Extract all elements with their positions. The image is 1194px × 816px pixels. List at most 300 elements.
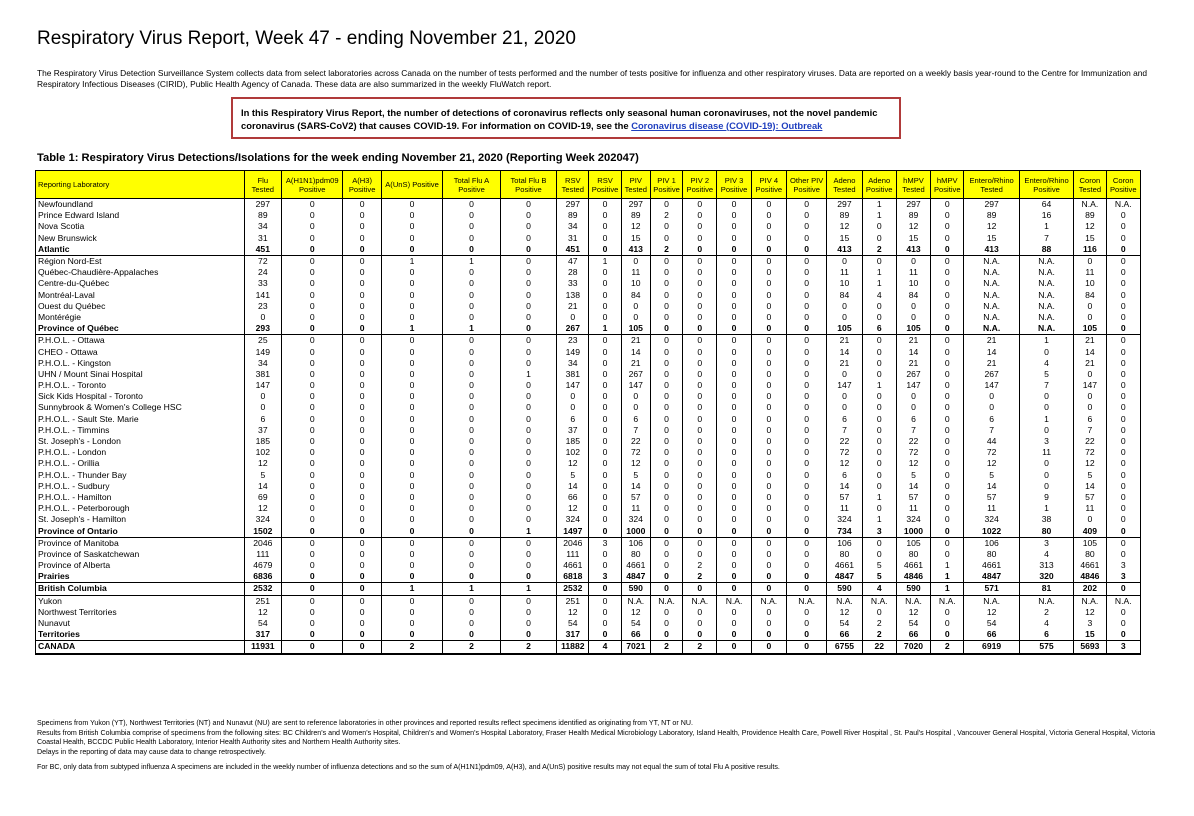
value-cell: 7: [964, 425, 1019, 436]
value-cell: 11: [827, 503, 862, 514]
value-cell: 7: [896, 425, 930, 436]
value-cell: 11: [1074, 267, 1106, 278]
value-cell: 0: [343, 267, 381, 278]
value-cell: 0: [751, 537, 786, 549]
value-cell: 0: [683, 607, 717, 618]
value-cell: 0: [589, 560, 621, 571]
value-cell: 72: [1074, 447, 1106, 458]
value-cell: 0: [786, 312, 826, 323]
value-cell: 22: [827, 436, 862, 447]
value-cell: 21: [964, 358, 1019, 369]
value-cell: 0: [650, 492, 682, 503]
value-cell: 0: [786, 233, 826, 244]
value-cell: 0: [862, 402, 896, 413]
table-row: [36, 436, 1141, 447]
value-cell: 0: [589, 492, 621, 503]
value-cell: 2532: [557, 583, 589, 595]
value-cell: 0: [650, 414, 682, 425]
value-cell: 313: [1019, 560, 1073, 571]
value-cell: 0: [931, 458, 964, 469]
value-cell: 1000: [896, 525, 930, 537]
value-cell: 0: [1074, 301, 1106, 312]
value-cell: 324: [244, 514, 281, 525]
value-cell: 12: [621, 221, 650, 232]
value-cell: 0: [786, 402, 826, 413]
value-cell: 0: [931, 380, 964, 391]
value-cell: 0: [751, 503, 786, 514]
value-cell: 0: [786, 346, 826, 357]
value-cell: 0: [500, 278, 556, 289]
value-cell: 0: [717, 414, 751, 425]
value-cell: N.A.: [650, 595, 682, 607]
value-cell: 575: [1019, 641, 1073, 654]
value-cell: 0: [786, 425, 826, 436]
value-cell: 0: [443, 290, 500, 301]
value-cell: 0: [786, 335, 826, 347]
value-cell: 0: [343, 335, 381, 347]
value-cell: 413: [964, 244, 1019, 256]
table-row: [36, 571, 1141, 583]
value-cell: 0: [381, 278, 443, 289]
value-cell: 0: [381, 244, 443, 256]
value-cell: N.A.: [1019, 301, 1073, 312]
value-cell: 0: [1106, 618, 1140, 629]
value-cell: 0: [500, 537, 556, 549]
value-cell: 105: [1074, 323, 1106, 335]
value-cell: 15: [896, 233, 930, 244]
value-cell: 2: [931, 641, 964, 654]
value-cell: 0: [683, 525, 717, 537]
table-row: [36, 492, 1141, 503]
value-cell: 0: [931, 549, 964, 560]
value-cell: 0: [650, 358, 682, 369]
value-cell: 0: [443, 629, 500, 641]
value-cell: 0: [281, 436, 343, 447]
value-cell: 0: [751, 210, 786, 221]
value-cell: 0: [931, 255, 964, 267]
value-cell: 4847: [621, 571, 650, 583]
value-cell: 0: [589, 607, 621, 618]
value-cell: 0: [281, 595, 343, 607]
value-cell: 0: [381, 447, 443, 458]
value-cell: 0: [862, 369, 896, 380]
table-row: [36, 583, 1141, 595]
value-cell: 0: [931, 402, 964, 413]
value-cell: 0: [281, 221, 343, 232]
value-cell: 54: [896, 618, 930, 629]
value-cell: 0: [343, 447, 381, 458]
laboratory-name-cell: Nunavut: [36, 618, 245, 629]
table-row: [36, 458, 1141, 469]
laboratory-name-cell: P.H.O.L. - Sault Ste. Marie: [36, 414, 245, 425]
value-cell: 0: [381, 514, 443, 525]
value-cell: 0: [1106, 346, 1140, 357]
column-header: RSV Positive: [589, 171, 621, 199]
value-cell: 0: [683, 210, 717, 221]
value-cell: 105: [621, 323, 650, 335]
value-cell: 147: [621, 380, 650, 391]
value-cell: 0: [1106, 312, 1140, 323]
value-cell: 0: [786, 525, 826, 537]
value-cell: 72: [896, 447, 930, 458]
value-cell: 1: [862, 267, 896, 278]
laboratory-name-cell: St. Joseph's - Hamilton: [36, 514, 245, 525]
value-cell: 0: [281, 458, 343, 469]
value-cell: 147: [827, 380, 862, 391]
value-cell: 0: [443, 425, 500, 436]
value-cell: 0: [443, 312, 500, 323]
value-cell: 1: [1019, 503, 1073, 514]
value-cell: 0: [281, 267, 343, 278]
value-cell: 0: [683, 514, 717, 525]
value-cell: 21: [621, 335, 650, 347]
value-cell: 0: [281, 233, 343, 244]
laboratory-name-cell: P.H.O.L. - Kingston: [36, 358, 245, 369]
value-cell: 0: [717, 346, 751, 357]
value-cell: 0: [683, 233, 717, 244]
value-cell: 0: [443, 391, 500, 402]
value-cell: 105: [1074, 537, 1106, 549]
value-cell: 0: [931, 346, 964, 357]
value-cell: 0: [343, 402, 381, 413]
value-cell: 0: [717, 391, 751, 402]
value-cell: 0: [862, 255, 896, 267]
value-cell: 0: [751, 414, 786, 425]
value-cell: 267: [964, 369, 1019, 380]
column-header: Other PIV Positive: [786, 171, 826, 199]
value-cell: 317: [557, 629, 589, 641]
value-cell: 12: [964, 221, 1019, 232]
value-cell: 0: [1106, 233, 1140, 244]
value-cell: 21: [827, 358, 862, 369]
value-cell: 80: [1074, 549, 1106, 560]
value-cell: 0: [381, 414, 443, 425]
value-cell: 21: [557, 301, 589, 312]
laboratory-name-cell: UHN / Mount Sinai Hospital: [36, 369, 245, 380]
value-cell: 0: [683, 583, 717, 595]
value-cell: 0: [281, 447, 343, 458]
value-cell: 34: [244, 358, 281, 369]
value-cell: 0: [931, 425, 964, 436]
value-cell: 57: [1074, 492, 1106, 503]
value-cell: 57: [896, 492, 930, 503]
value-cell: 66: [827, 629, 862, 641]
value-cell: 0: [589, 267, 621, 278]
value-cell: 0: [786, 255, 826, 267]
value-cell: 0: [683, 492, 717, 503]
value-cell: 0: [862, 414, 896, 425]
value-cell: 590: [621, 583, 650, 595]
value-cell: 84: [827, 290, 862, 301]
value-cell: 0: [1106, 335, 1140, 347]
value-cell: 84: [1074, 290, 1106, 301]
value-cell: 0: [500, 290, 556, 301]
value-cell: 0: [500, 571, 556, 583]
value-cell: 0: [343, 255, 381, 267]
value-cell: 0: [589, 436, 621, 447]
value-cell: 0: [683, 458, 717, 469]
value-cell: 324: [621, 514, 650, 525]
value-cell: 0: [381, 335, 443, 347]
laboratory-name-cell: P.H.O.L. - Timmins: [36, 425, 245, 436]
value-cell: 0: [443, 503, 500, 514]
value-cell: 1: [381, 583, 443, 595]
value-cell: 0: [862, 358, 896, 369]
value-cell: 0: [786, 641, 826, 654]
value-cell: 7021: [621, 641, 650, 654]
laboratory-name-cell: Province of Alberta: [36, 560, 245, 571]
table-row: [36, 358, 1141, 369]
laboratory-name-cell: Québec-Chaudière-Appalaches: [36, 267, 245, 278]
value-cell: N.A.: [751, 595, 786, 607]
value-cell: 0: [786, 210, 826, 221]
value-cell: 0: [751, 244, 786, 256]
value-cell: 7020: [896, 641, 930, 654]
value-cell: 0: [786, 244, 826, 256]
value-cell: 0: [650, 470, 682, 481]
value-cell: 11: [621, 503, 650, 514]
value-cell: 0: [650, 549, 682, 560]
value-cell: 0: [862, 458, 896, 469]
value-cell: 0: [931, 267, 964, 278]
value-cell: 0: [827, 402, 862, 413]
value-cell: 0: [683, 447, 717, 458]
value-cell: 89: [827, 210, 862, 221]
value-cell: 0: [786, 447, 826, 458]
value-cell: 0: [589, 470, 621, 481]
value-cell: 0: [827, 301, 862, 312]
value-cell: 0: [281, 255, 343, 267]
value-cell: 1: [931, 560, 964, 571]
value-cell: 0: [786, 458, 826, 469]
table-row: [36, 233, 1141, 244]
value-cell: 0: [589, 312, 621, 323]
value-cell: 0: [589, 503, 621, 514]
value-cell: 590: [896, 583, 930, 595]
value-cell: 1: [862, 514, 896, 525]
table-row: [36, 607, 1141, 618]
table-row: [36, 346, 1141, 357]
table-row: [36, 267, 1141, 278]
value-cell: 0: [862, 301, 896, 312]
value-cell: 0: [343, 414, 381, 425]
value-cell: 0: [1106, 537, 1140, 549]
value-cell: 22: [896, 436, 930, 447]
table-header-row: [36, 171, 1141, 199]
value-cell: 413: [621, 244, 650, 256]
value-cell: 0: [1106, 278, 1140, 289]
value-cell: 0: [500, 255, 556, 267]
value-cell: 12: [896, 458, 930, 469]
value-cell: 0: [281, 583, 343, 595]
value-cell: 0: [500, 221, 556, 232]
value-cell: 0: [650, 607, 682, 618]
value-cell: 0: [1106, 583, 1140, 595]
value-cell: 21: [621, 358, 650, 369]
value-cell: 0: [343, 323, 381, 335]
value-cell: 1: [1019, 221, 1073, 232]
value-cell: 0: [589, 425, 621, 436]
value-cell: 5: [964, 470, 1019, 481]
value-cell: 0: [500, 595, 556, 607]
value-cell: 6: [964, 414, 1019, 425]
value-cell: 0: [281, 560, 343, 571]
value-cell: 0: [896, 255, 930, 267]
table-row: [36, 618, 1141, 629]
column-header: PIV 4 Positive: [751, 171, 786, 199]
value-cell: 0: [343, 380, 381, 391]
value-cell: 66: [896, 629, 930, 641]
value-cell: 2046: [244, 537, 281, 549]
value-cell: 0: [381, 525, 443, 537]
value-cell: 0: [896, 402, 930, 413]
value-cell: 0: [931, 436, 964, 447]
table-row: [36, 641, 1141, 654]
value-cell: 57: [964, 492, 1019, 503]
value-cell: 14: [244, 481, 281, 492]
value-cell: 0: [343, 549, 381, 560]
value-cell: 1: [443, 583, 500, 595]
value-cell: 0: [751, 618, 786, 629]
value-cell: 12: [244, 607, 281, 618]
value-cell: 21: [827, 335, 862, 347]
laboratory-name-cell: CHEO - Ottawa: [36, 346, 245, 357]
value-cell: 3: [589, 571, 621, 583]
value-cell: 0: [381, 221, 443, 232]
value-cell: 0: [751, 346, 786, 357]
value-cell: 0: [281, 514, 343, 525]
value-cell: 12: [621, 458, 650, 469]
value-cell: 0: [381, 199, 443, 211]
value-cell: 0: [443, 335, 500, 347]
value-cell: 0: [1106, 492, 1140, 503]
value-cell: 0: [751, 425, 786, 436]
laboratory-name-cell: P.H.O.L. - Ottawa: [36, 335, 245, 347]
value-cell: 0: [589, 481, 621, 492]
value-cell: 4679: [244, 560, 281, 571]
column-header: Entero/Rhino Tested: [964, 171, 1019, 199]
value-cell: 1022: [964, 525, 1019, 537]
value-cell: 6755: [827, 641, 862, 654]
value-cell: 0: [717, 641, 751, 654]
value-cell: 14: [1074, 346, 1106, 357]
value-cell: N.A.: [786, 595, 826, 607]
value-cell: 14: [964, 346, 1019, 357]
value-cell: 0: [343, 458, 381, 469]
value-cell: 3: [862, 525, 896, 537]
value-cell: N.A.: [1019, 595, 1073, 607]
value-cell: 0: [650, 436, 682, 447]
value-cell: 0: [1074, 312, 1106, 323]
value-cell: 4847: [964, 571, 1019, 583]
column-header: A(UnS) Positive: [381, 171, 443, 199]
value-cell: 0: [717, 244, 751, 256]
value-cell: 0: [683, 436, 717, 447]
value-cell: 6: [1074, 414, 1106, 425]
value-cell: 7: [1019, 233, 1073, 244]
value-cell: 0: [896, 391, 930, 402]
value-cell: 54: [827, 618, 862, 629]
value-cell: 0: [500, 380, 556, 391]
value-cell: 0: [683, 267, 717, 278]
value-cell: 0: [931, 618, 964, 629]
value-cell: 0: [443, 436, 500, 447]
value-cell: 0: [683, 391, 717, 402]
value-cell: 44: [964, 436, 1019, 447]
value-cell: 0: [683, 278, 717, 289]
table-row: [36, 255, 1141, 267]
table-row: [36, 301, 1141, 312]
value-cell: 11: [621, 267, 650, 278]
table-row: [36, 278, 1141, 289]
value-cell: 16: [1019, 210, 1073, 221]
value-cell: 0: [751, 560, 786, 571]
value-cell: 0: [443, 358, 500, 369]
value-cell: 111: [557, 549, 589, 560]
value-cell: 3: [589, 537, 621, 549]
value-cell: 147: [964, 380, 1019, 391]
value-cell: 0: [281, 312, 343, 323]
value-cell: 0: [343, 369, 381, 380]
value-cell: 7: [621, 425, 650, 436]
value-cell: 2: [443, 641, 500, 654]
value-cell: 0: [650, 618, 682, 629]
value-cell: 2532: [244, 583, 281, 595]
value-cell: 11: [964, 503, 1019, 514]
value-cell: 0: [500, 514, 556, 525]
value-cell: 12: [1074, 458, 1106, 469]
value-cell: 0: [683, 255, 717, 267]
value-cell: 0: [343, 607, 381, 618]
value-cell: 0: [1106, 425, 1140, 436]
value-cell: 14: [827, 346, 862, 357]
column-header: A(H3) Positive: [343, 171, 381, 199]
value-cell: N.A.: [931, 595, 964, 607]
value-cell: N.A.: [862, 595, 896, 607]
value-cell: 89: [244, 210, 281, 221]
column-header: Coron Positive: [1106, 171, 1140, 199]
value-cell: 64: [1019, 199, 1073, 211]
laboratory-name-cell: Northwest Territories: [36, 607, 245, 618]
value-cell: 0: [931, 221, 964, 232]
value-cell: 0: [862, 346, 896, 357]
value-cell: 0: [751, 301, 786, 312]
value-cell: 3: [1074, 618, 1106, 629]
value-cell: 381: [244, 369, 281, 380]
value-cell: 15: [827, 233, 862, 244]
value-cell: 0: [1106, 414, 1140, 425]
value-cell: 0: [589, 210, 621, 221]
value-cell: 0: [1106, 549, 1140, 560]
value-cell: 0: [1074, 255, 1106, 267]
value-cell: 0: [751, 607, 786, 618]
table-row: [36, 629, 1141, 641]
value-cell: 2: [650, 210, 682, 221]
value-cell: 5: [862, 560, 896, 571]
table-row: [36, 380, 1141, 391]
value-cell: 0: [650, 267, 682, 278]
value-cell: 0: [281, 346, 343, 357]
value-cell: 4661: [1074, 560, 1106, 571]
value-cell: 0: [343, 514, 381, 525]
value-cell: 0: [381, 458, 443, 469]
value-cell: 0: [381, 595, 443, 607]
value-cell: 0: [557, 312, 589, 323]
value-cell: 0: [343, 290, 381, 301]
value-cell: 147: [1074, 380, 1106, 391]
value-cell: 0: [931, 244, 964, 256]
coronavirus-outbreak-link[interactable]: Coronavirus disease (COVID-19): Outbreak: [631, 119, 823, 131]
